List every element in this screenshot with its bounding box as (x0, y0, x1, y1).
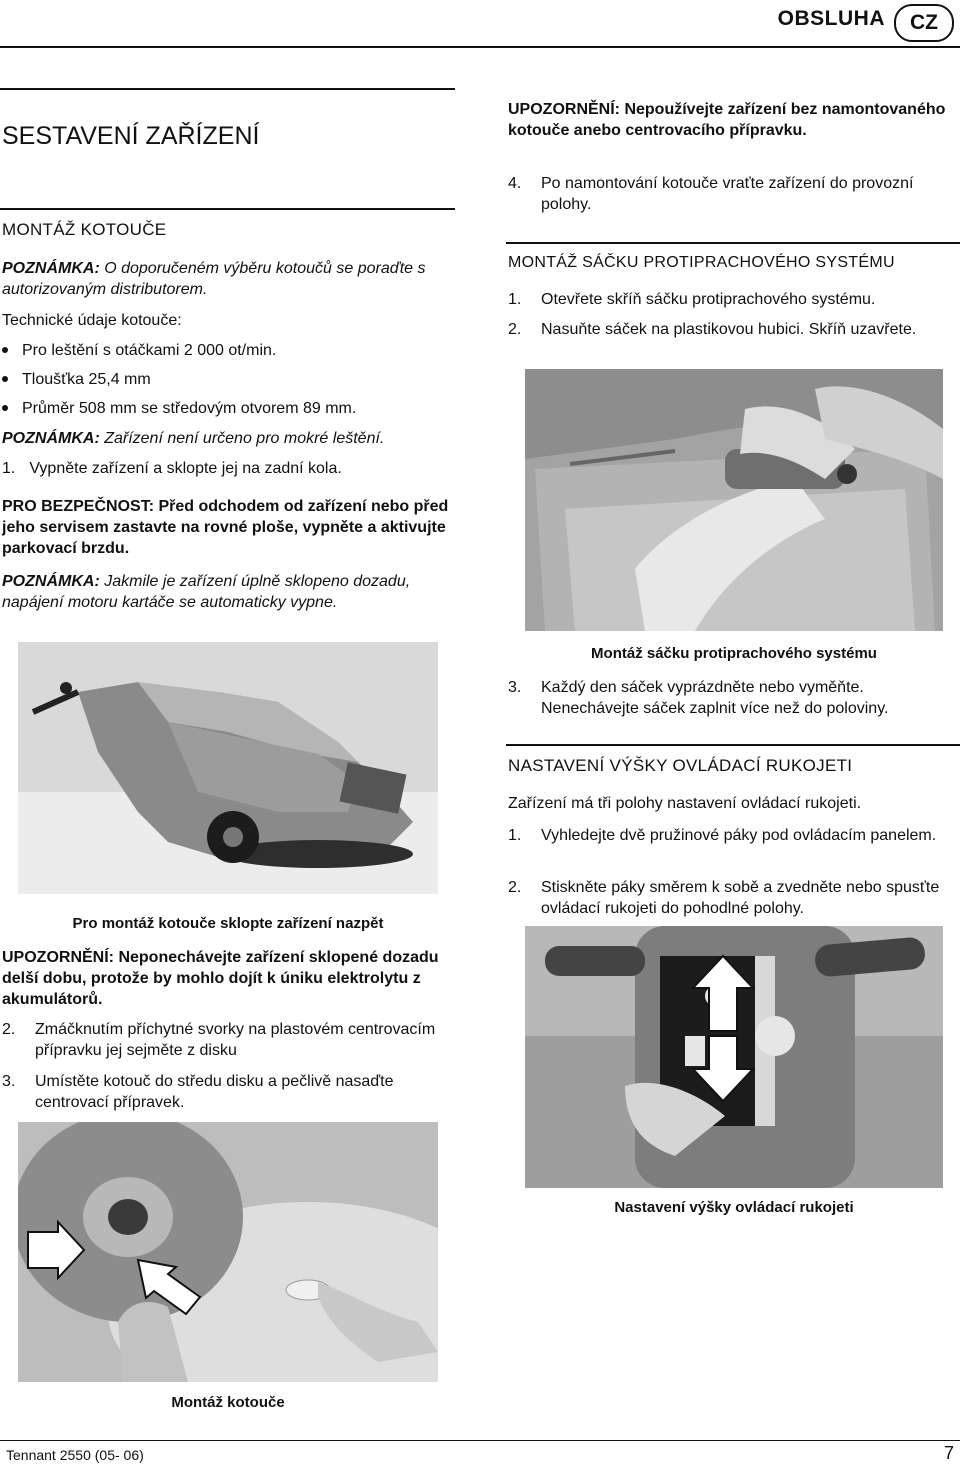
subsection-rule (0, 208, 455, 210)
step-text: Po namontování kotouče vraťte zařízení do provozní polohy. (541, 175, 914, 213)
note-brush-motor (2, 571, 447, 613)
language-badge: CZ (894, 4, 954, 42)
bag-section-rule (506, 242, 960, 244)
step-text: Zmáčknutím příchytné svorky na plastovém centrovacím přípravku jej sejměte z disku (35, 1021, 436, 1059)
photo-handle-height (525, 926, 943, 1188)
bag-step-3 (508, 677, 958, 721)
safety-warning (2, 496, 452, 559)
note-text: O doporučeném výběru kotoučů se poraďte s autorizovaným distributorem. (2, 260, 426, 298)
step-1 (2, 458, 452, 479)
disc-illustration (18, 1122, 438, 1382)
step-text: Umístěte kotouč do středu disku a pečlivě nasaďte centrovací přípravek. (35, 1073, 394, 1111)
step-text: Vyhledejte dvě pružinové páky pod ovládacím panelem. (541, 827, 937, 844)
note-text: Zařízení není určeno pro mokré leštění. (99, 430, 385, 447)
step-4 (508, 173, 948, 217)
footer-rule (0, 1440, 960, 1441)
handle-section-rule (506, 744, 960, 746)
warning-label: PRO BEZPEČNOST: (2, 498, 155, 515)
photo-dust-bag-caption: Montáž sáčku protiprachového systému (591, 645, 877, 662)
step-number: 3. (2, 1073, 16, 1090)
step-number: 3. (508, 679, 522, 696)
disc-warning (508, 99, 953, 141)
warning-label: UPOZORNĚNÍ: (2, 949, 114, 966)
section-rule (0, 88, 455, 90)
bullet-icon (2, 376, 8, 382)
photo-disc-installation-caption: Montáž kotouče (171, 1394, 285, 1411)
bullet-text: Pro leštění s otáčkami 2 000 ot/min. (22, 342, 277, 359)
section-title: SESTAVENÍ ZAŘÍZENÍ (2, 122, 260, 150)
bullet-text: Průměr 508 mm se středovým otvorem 89 mm. (22, 400, 357, 417)
list-item (2, 398, 442, 419)
step-number: 4. (508, 175, 522, 192)
footer-document-id: Tennant 2550 (05- 06) (6, 1447, 144, 1463)
bullet-icon (2, 347, 8, 353)
bag-step-2 (508, 319, 948, 363)
bag-section-title: MONTÁŽ SÁČKU PROTIPRACHOVÉHO SYSTÉMU (508, 254, 895, 271)
warning-text: Před odchodem od zařízení nebo před jeho servisem zastavte na rovné ploše, vypněte a aktivujte parkovací brzdu. (2, 498, 449, 557)
note-text: Jakmile je zařízení úplně sklopeno dozadu, napájení motoru kartáče se automaticky vypne. (2, 573, 411, 611)
step-text: Stiskněte páky směrem k sobě a zvedněte nebo spusťte ovládací rukojeti do pohodlné polohy. (541, 879, 940, 917)
tech-specs-label: Technické údaje kotouče: (2, 312, 182, 329)
note-label: POZNÁMKA: (2, 573, 100, 590)
bullet-icon (2, 405, 8, 411)
photo-dust-bag (525, 369, 943, 631)
step-2 (2, 1019, 442, 1063)
handle-intro: Zařízení má tři polohy nastavení ovládací rukojeti. (508, 795, 862, 812)
list-item (2, 369, 442, 390)
tech-specs-list (2, 340, 442, 420)
note-label: POZNÁMKA: (2, 430, 100, 447)
machine-illustration (18, 642, 438, 894)
warning-label: UPOZORNĚNÍ: (508, 101, 620, 118)
note-label: POZNÁMKA: (2, 260, 100, 277)
bullet-text: Tloušťka 25,4 mm (22, 371, 151, 388)
warning-text: Neponechávejte zařízení sklopené dozadu delší dobu, protože by mohlo dojít k úniku elektrolytu z akumulátorů. (2, 949, 439, 1008)
header-rule (0, 46, 960, 48)
step-3 (2, 1071, 442, 1115)
photo-machine-tilted (18, 642, 438, 894)
step-text: Vypněte zařízení a sklopte jej na zadní kola. (29, 460, 342, 477)
handle-illustration (525, 926, 943, 1188)
step-number: 1. (508, 827, 522, 844)
handle-step-1 (508, 825, 948, 869)
step-number: 1. (508, 291, 522, 308)
subsection-title: MONTÁŽ KOTOUČE (2, 220, 167, 239)
list-item (2, 340, 442, 361)
photo-disc-installation (18, 1122, 438, 1382)
warning-text: Nepoužívejte zařízení bez namontovaného kotouče anebo centrovacího přípravku. (508, 101, 946, 139)
handle-step-2 (508, 877, 948, 921)
step-text: Otevřete skříň sáčku protiprachového systému. (541, 291, 876, 308)
dust-bag-illustration (525, 369, 943, 631)
note-wet-polishing (2, 428, 452, 449)
step-text: Nasuňte sáček na plastikovou hubici. Skříň uzavřete. (541, 321, 917, 338)
step-number: 2. (508, 879, 522, 896)
photo-machine-tilted-caption: Pro montáž kotouče sklopte zařízení nazpět (72, 915, 384, 932)
step-number: 2. (508, 321, 522, 338)
page-number: 7 (943, 1443, 954, 1463)
bag-step-1 (508, 289, 948, 310)
electrolyte-warning (2, 947, 457, 1010)
note-disc-selection (2, 258, 442, 300)
step-text: Každý den sáček vyprázdněte nebo vyměňte. Nenechávejte sáček zaplnit více než do poloviny. (541, 679, 889, 717)
step-number: 2. (2, 1021, 16, 1038)
handle-section-title: NASTAVENÍ VÝŠKY OVLÁDACÍ RUKOJETI (508, 756, 853, 775)
header-title: OBSLUHA (777, 7, 885, 30)
step-number: 1. (2, 460, 16, 477)
photo-handle-height-caption: Nastavení výšky ovládací rukojeti (614, 1199, 854, 1216)
